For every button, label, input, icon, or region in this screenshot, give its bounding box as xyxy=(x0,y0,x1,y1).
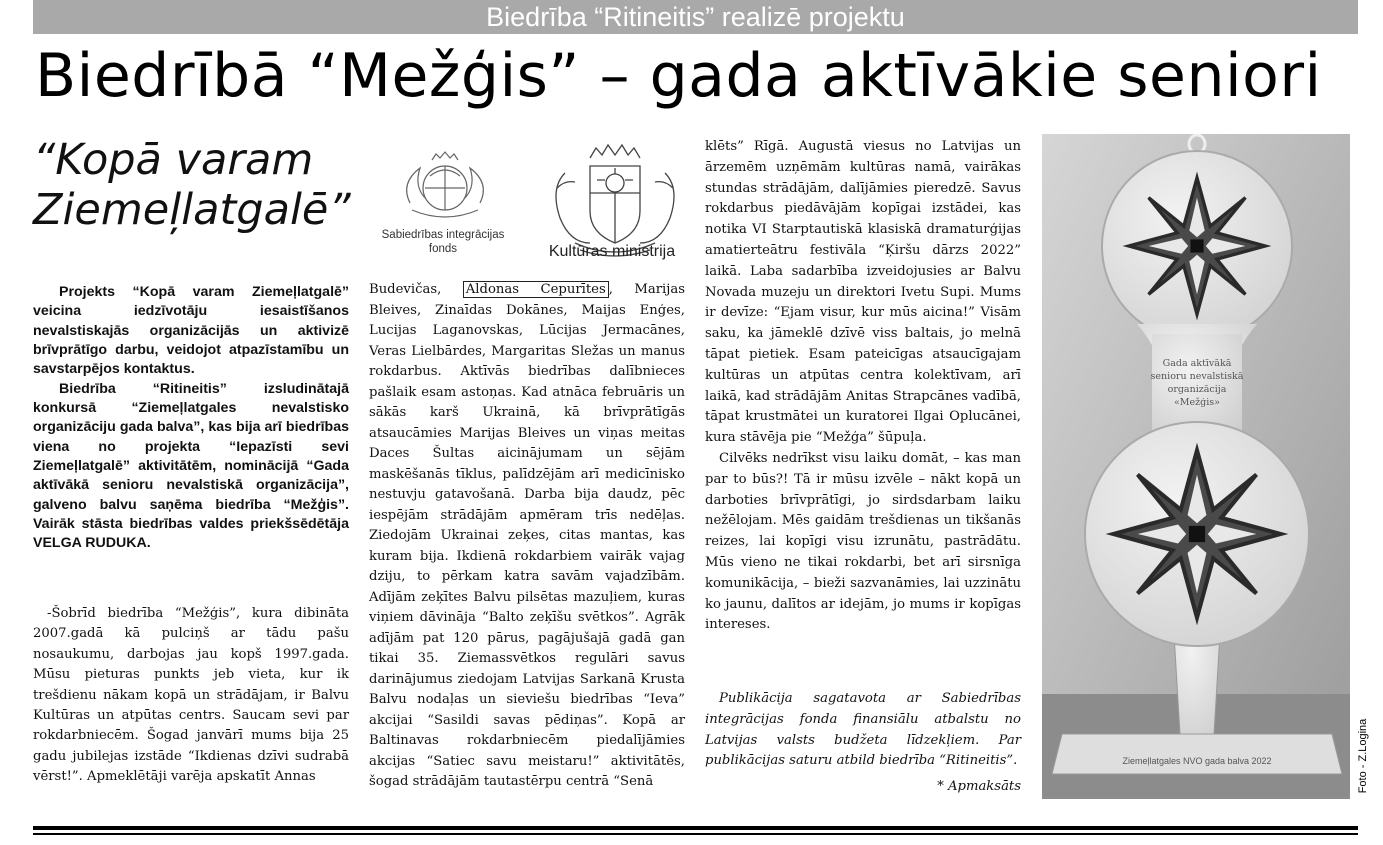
plaque-line-2: senioru nevalstiskā xyxy=(1150,371,1244,382)
lead-paragraph-2: Biedrība “Ritineitis” izsludinātajā konkursā “Ziemeļlatgales nevalstisko organizāciju gada balva”, kas bija arī biedrības viena no projekta “Iepazīsti sevi Ziemeļlatgalē” aktivitātēm, nominācijā “Gada aktīvākā senioru nevalstiskā organizācija”, galveno balvu saņēma biedrība “Mežģis”. Vairāk stāsta biedrības valdes priekšsēdētāja VELGA RUDUKA. xyxy=(33,380,349,552)
plaque-line-4: «Mežģis» xyxy=(1174,397,1220,408)
article-headline: Biedrībā “Mežģis” – gada aktīvākie seniori xyxy=(35,41,1322,111)
bottom-rule-thick xyxy=(33,826,1358,830)
body-column-1 xyxy=(33,604,349,788)
sif-caption-line-2: fonds xyxy=(428,243,458,255)
section-kicker: Biedrība “Ritineitis” realizē projektu xyxy=(33,0,1358,34)
body-column-2 xyxy=(369,280,685,793)
plaque-line-3: organizācija xyxy=(1167,384,1227,395)
body-paragraph-1: klēts” Rīgā. Augustā viesus no Latvijas un ārzemēm uzņēmām kultūras namā, vairākas stundas strādājām, dalījāmies pieredzē. Savus rokdarbus piedāvājām kopīgai izstādei, kas notika VI Starptautiskā klasiskā dramaturģijas amatierteātru festivāla “Ķiršu dārzs 2022” laikā. Laba sadarbība izveidojusies ar Balvu Novada muzeju un direktori Ivetu Supi. Mums ir devīze: “Ejam visur, kur mūs aicina!” Visām saku, ka jāmeklē dzīvē viss baltais, jo melnā tāpat pietiek. Esam pateicīgas atsaucīgajam kultūras un atpūtas centra kolektīvam, arī laikā, kad strādājām Anitas Strapcānes vadībā, tāpat krustmātei un kuratorei Ilgai Oplucānei, kura stāvēja pie “Mežģa” šūpuļa. xyxy=(705,139,1021,446)
award-base-text: Ziemeļlatgales NVO gada balva 2022 xyxy=(1122,756,1272,766)
subtitle-line-1: “Kopā varam xyxy=(33,135,314,185)
body-column-3 xyxy=(705,137,1021,636)
ministry-caption: Kultūras ministrija xyxy=(548,243,676,260)
bottom-rule-thin xyxy=(33,833,1358,835)
paid-note: * Apmaksāts xyxy=(937,779,1021,794)
highlighted-name: Aldonas Cepurītes xyxy=(463,281,609,298)
body-text-before: Budevičas, xyxy=(369,282,463,297)
body-paragraph: -Šobrīd biedrība “Mežģis”, kura dibināta 2007.gadā kā pulciņš ar tādu pašu nosaukumu, darbojas jau kopš 1997.gada. Mūsu pieturas punkts jeb vieta, kur ik trešdienu nākam kopā un strādājam, ir Balvu Kultūras un atpūtas centrs. Saucam sevi par rokdarbniecēm. Šogad janvārī mums bija 25 gadu jubilejas izstāde “Ikdienas dzīvi sudrabā vērst!”. Apmeklētāji varēja apskatīt Annas xyxy=(33,606,349,785)
body-text-after: , Marijas Bleives, Zinaīdas Dokānes, Maijas Enģes, Lucijas Laganovskas, Lūcijas Jermacānes, Veras Lielbārdes, Margaritas Sležas un manus rokdarbus. Aktīvās biedrības dalībnieces pašlaik esam astoņas. Kad atnāca februāris un sākās karš Ukrainā, kā brīvprātīgās atsaucāmies Marijas Bleives un viņas meitas Daces Šultas aicinājumam un sējām maskēšanās tīklus, palīdzējām arī medicīnisko nestuvju gatavošanā. Darba bija daudz, pēc iespējām strādājām apmēram trīs nedēļas. Ziedojām Ukrainai zeķes, citas mantas, kas kuram bija. Ikdienā rokdarbiem vairāk vajag dziju, to pērkam katra savām vajadzībām. Adījām zeķītes Balvu pilsētas mazuļiem, kuras viņiem dāvināja “Balto zeķīšu svētkos”. Agrāk adījām pat 120 pārus, pagājušajā gadā gan tikai 35. Ziemassvētkos regulāri savus darinājumus ziedojam Latvijas Sarkanā Krusta Balvu nodaļas un sieviešu biedrības “Ieva” akcijai “Sasildi savas pēdiņas”. Kopā ar Baltinavas rokdarbniecēm piedalījāmies akcijas “Satiec savu meistaru!” aktivitātēs, šogad strādājām tautastērpu centrā “Senā xyxy=(369,282,685,789)
sif-caption xyxy=(368,228,518,256)
award-photo xyxy=(1042,134,1350,799)
publication-note: Publikācija sagatavota ar Sabiedrības integrācijas fonda finansiālu atbalstu no Latvijas valsts budžeta līdzekļiem. Par publikācijas saturu atbild biedrība “Ritineitis”. xyxy=(705,691,1021,769)
photo-credit xyxy=(1356,712,1370,800)
sif-caption-line-1: Sabiedrības integrācijas xyxy=(381,229,505,241)
plaque-line-1: Gada aktīvākā xyxy=(1162,358,1232,369)
article-lead xyxy=(33,283,349,554)
body-paragraph xyxy=(369,280,685,793)
photo-credit-text: Foto - Z.Logina xyxy=(1357,718,1369,794)
body-paragraph-2: Cilvēks nedrīkst visu laiku domāt, – kas man par to būs?! Tā ir mūsu izvēle – nākt kopā un darboties brīvprātīgi, jo sirdsdarbam laiku nežēlojam. Mēs gaidām trešdienas un tikšanās reizes, lai kopīgi visu izrunātu, pastrādātu. Mūs vieno ne tikai rokdarbi, bet arī sirsnīga komunikācija, – bieži sazvanāmies, lai uzzinātu ko jaunu, dalītos ar idejām, jo mums ir kopīgas intereses. xyxy=(705,450,1021,633)
article-subtitle xyxy=(33,135,373,235)
subtitle-line-2: Ziemeļlatgalē” xyxy=(33,185,351,235)
lead-paragraph-1: Projekts “Kopā varam Ziemeļlatgalē” veicina iedzīvotāju iesaistīšanos nevalstiskajās organizācijās un aktivizē brīvprātīgo darbu, veidojot atpazīstamību un savstarpējos kontaktus. xyxy=(33,284,349,378)
